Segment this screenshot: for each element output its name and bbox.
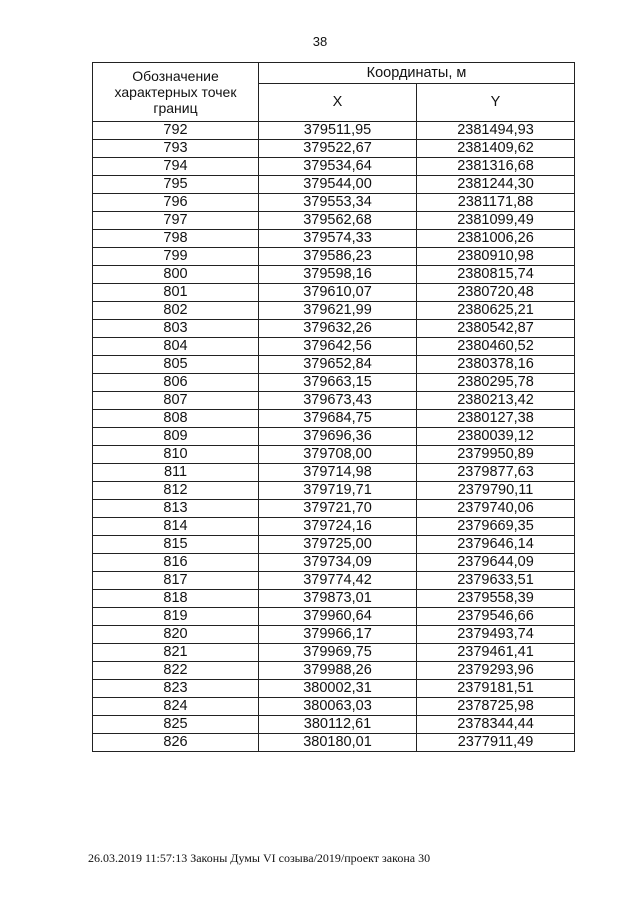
point-id-cell: 822 [93,662,259,680]
x-coordinate-cell: 379673,43 [259,392,417,410]
point-id-cell: 796 [93,194,259,212]
table-row [93,734,575,752]
coordinates-table [92,62,575,752]
x-coordinate-cell: 379708,00 [259,446,417,464]
header-y: Y [417,84,575,122]
x-coordinate-cell: 379534,64 [259,158,417,176]
x-coordinate-cell: 379598,16 [259,266,417,284]
x-coordinate-cell: 380002,31 [259,680,417,698]
header-x: X [259,84,417,122]
table-row [93,536,575,554]
point-id-cell: 823 [93,680,259,698]
point-id-cell: 826 [93,734,259,752]
table-row [93,500,575,518]
point-id-cell: 795 [93,176,259,194]
point-id-cell: 813 [93,500,259,518]
document-footer: 26.03.2019 11:57:13 Законы Думы VI созыва/2019/проект закона 30 [88,851,431,865]
y-coordinate-cell: 2379646,14 [417,536,575,554]
point-id-cell: 810 [93,446,259,464]
x-coordinate-cell: 379621,99 [259,302,417,320]
point-id-cell: 809 [93,428,259,446]
x-coordinate-cell: 379642,56 [259,338,417,356]
x-coordinate-cell: 379724,16 [259,518,417,536]
y-coordinate-cell: 2380625,21 [417,302,575,320]
point-id-cell: 814 [93,518,259,536]
y-coordinate-cell: 2381494,93 [417,122,575,140]
header-point-label: Обозначение характерных точек границ [93,63,259,122]
header-coordinates: Координаты, м [259,63,575,84]
table-row [93,320,575,338]
y-coordinate-cell: 2379558,39 [417,590,575,608]
table-row [93,302,575,320]
x-coordinate-cell: 379663,15 [259,374,417,392]
point-id-cell: 797 [93,212,259,230]
point-id-cell: 807 [93,392,259,410]
x-coordinate-cell: 379652,84 [259,356,417,374]
table-row [93,338,575,356]
y-coordinate-cell: 2380039,12 [417,428,575,446]
table-row [93,518,575,536]
x-coordinate-cell: 379511,95 [259,122,417,140]
x-coordinate-cell: 379696,36 [259,428,417,446]
x-coordinate-cell: 379610,07 [259,284,417,302]
table-body [93,122,575,752]
x-coordinate-cell: 379684,75 [259,410,417,428]
point-id-cell: 793 [93,140,259,158]
table-row [93,140,575,158]
y-coordinate-cell: 2379740,06 [417,500,575,518]
y-coordinate-cell: 2379546,66 [417,608,575,626]
table-row [93,176,575,194]
y-coordinate-cell: 2380910,98 [417,248,575,266]
y-coordinate-cell: 2380460,52 [417,338,575,356]
point-id-cell: 798 [93,230,259,248]
x-coordinate-cell: 379725,00 [259,536,417,554]
point-id-cell: 825 [93,716,259,734]
y-coordinate-cell: 2380815,74 [417,266,575,284]
table-row [93,356,575,374]
point-id-cell: 819 [93,608,259,626]
point-id-cell: 816 [93,554,259,572]
x-coordinate-cell: 379714,98 [259,464,417,482]
table-row [93,554,575,572]
y-coordinate-cell: 2379293,96 [417,662,575,680]
point-id-cell: 801 [93,284,259,302]
x-coordinate-cell: 379562,68 [259,212,417,230]
point-id-cell: 802 [93,302,259,320]
y-coordinate-cell: 2379633,51 [417,572,575,590]
table-row [93,194,575,212]
point-id-cell: 817 [93,572,259,590]
table-row [93,248,575,266]
point-id-cell: 818 [93,590,259,608]
y-coordinate-cell: 2380542,87 [417,320,575,338]
point-id-cell: 821 [93,644,259,662]
x-coordinate-cell: 379719,71 [259,482,417,500]
x-coordinate-cell: 379734,09 [259,554,417,572]
y-coordinate-cell: 2381099,49 [417,212,575,230]
y-coordinate-cell: 2379669,35 [417,518,575,536]
point-id-cell: 803 [93,320,259,338]
y-coordinate-cell: 2379181,51 [417,680,575,698]
table-row [93,716,575,734]
table-row [93,230,575,248]
x-coordinate-cell: 379553,34 [259,194,417,212]
point-id-cell: 794 [93,158,259,176]
x-coordinate-cell: 379969,75 [259,644,417,662]
x-coordinate-cell: 379544,00 [259,176,417,194]
point-id-cell: 820 [93,626,259,644]
y-coordinate-cell: 2379644,09 [417,554,575,572]
x-coordinate-cell: 380112,61 [259,716,417,734]
table-row [93,158,575,176]
point-id-cell: 804 [93,338,259,356]
table-row [93,284,575,302]
table-row [93,626,575,644]
x-coordinate-cell: 380063,03 [259,698,417,716]
table-row [93,122,575,140]
point-id-cell: 824 [93,698,259,716]
x-coordinate-cell: 379632,26 [259,320,417,338]
y-coordinate-cell: 2381171,88 [417,194,575,212]
y-coordinate-cell: 2381316,68 [417,158,575,176]
point-id-cell: 812 [93,482,259,500]
table-row [93,644,575,662]
x-coordinate-cell: 380180,01 [259,734,417,752]
y-coordinate-cell: 2378344,44 [417,716,575,734]
table-row [93,374,575,392]
table-row [93,572,575,590]
table-row [93,590,575,608]
table-row [93,446,575,464]
y-coordinate-cell: 2379461,41 [417,644,575,662]
table-header [93,63,575,122]
point-id-cell: 799 [93,248,259,266]
y-coordinate-cell: 2380295,78 [417,374,575,392]
x-coordinate-cell: 379988,26 [259,662,417,680]
page-number: 38 [312,34,328,49]
point-id-cell: 815 [93,536,259,554]
point-id-cell: 811 [93,464,259,482]
y-coordinate-cell: 2381409,62 [417,140,575,158]
y-coordinate-cell: 2377911,49 [417,734,575,752]
y-coordinate-cell: 2381006,26 [417,230,575,248]
y-coordinate-cell: 2380127,38 [417,410,575,428]
table-row [93,428,575,446]
x-coordinate-cell: 379960,64 [259,608,417,626]
y-coordinate-cell: 2379790,11 [417,482,575,500]
x-coordinate-cell: 379586,23 [259,248,417,266]
table-row [93,698,575,716]
x-coordinate-cell: 379522,67 [259,140,417,158]
y-coordinate-cell: 2380213,42 [417,392,575,410]
table-row [93,662,575,680]
x-coordinate-cell: 379574,33 [259,230,417,248]
point-id-cell: 800 [93,266,259,284]
table-row [93,212,575,230]
point-id-cell: 805 [93,356,259,374]
table-row [93,482,575,500]
y-coordinate-cell: 2379950,89 [417,446,575,464]
y-coordinate-cell: 2381244,30 [417,176,575,194]
table-row [93,680,575,698]
table-row [93,266,575,284]
x-coordinate-cell: 379966,17 [259,626,417,644]
y-coordinate-cell: 2379877,63 [417,464,575,482]
y-coordinate-cell: 2380378,16 [417,356,575,374]
x-coordinate-cell: 379774,42 [259,572,417,590]
y-coordinate-cell: 2378725,98 [417,698,575,716]
point-id-cell: 806 [93,374,259,392]
table-row [93,464,575,482]
y-coordinate-cell: 2379493,74 [417,626,575,644]
x-coordinate-cell: 379721,70 [259,500,417,518]
table-row [93,608,575,626]
point-id-cell: 808 [93,410,259,428]
y-coordinate-cell: 2380720,48 [417,284,575,302]
table-row [93,410,575,428]
table-row [93,392,575,410]
point-id-cell: 792 [93,122,259,140]
x-coordinate-cell: 379873,01 [259,590,417,608]
